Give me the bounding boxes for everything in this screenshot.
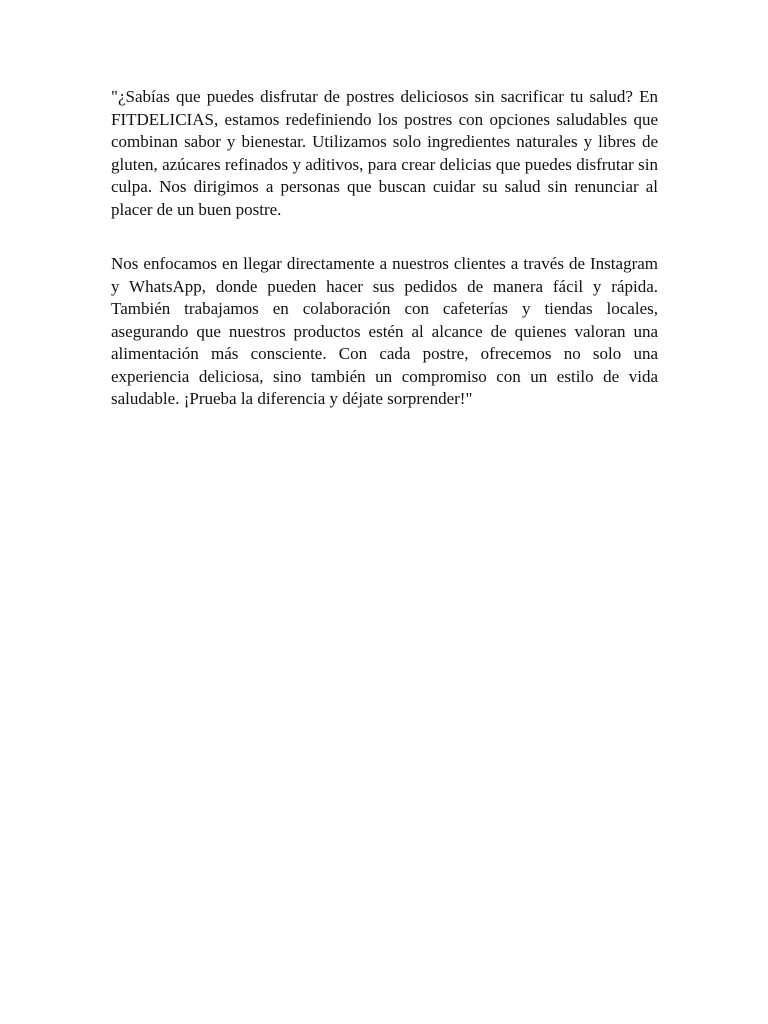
paragraph-intro: "¿Sabías que puedes disfrutar de postres deliciosos sin sacrificar tu salud? En FITDELICIAS, estamos redefiniendo los postres con opciones saludables que combinan sabor y bienestar. Utilizamos solo ingredientes naturales y libres de gluten, azúcares refinados y aditivos, para crear delicias que puedes disfrutar sin culpa. Nos dirigimos a personas que buscan cuidar su salud sin renunciar al placer de un buen postre. xyxy=(111,87,658,219)
paragraph-distribution: Nos enfocamos en llegar directamente a nuestros clientes a través de Instagram y WhatsApp, donde pueden hacer sus pedidos de manera fácil y rápida. También trabajamos en colaboración con cafeterías y tiendas locales, asegurando que nuestros productos estén al alcance de quienes valoran una alimentación más consciente. Con cada postre, ofrecemos no solo una experiencia deliciosa, sino también un compromiso con un estilo de vida saludable. ¡Prueba la diferencia y déjate sorprender!" xyxy=(111,254,658,408)
